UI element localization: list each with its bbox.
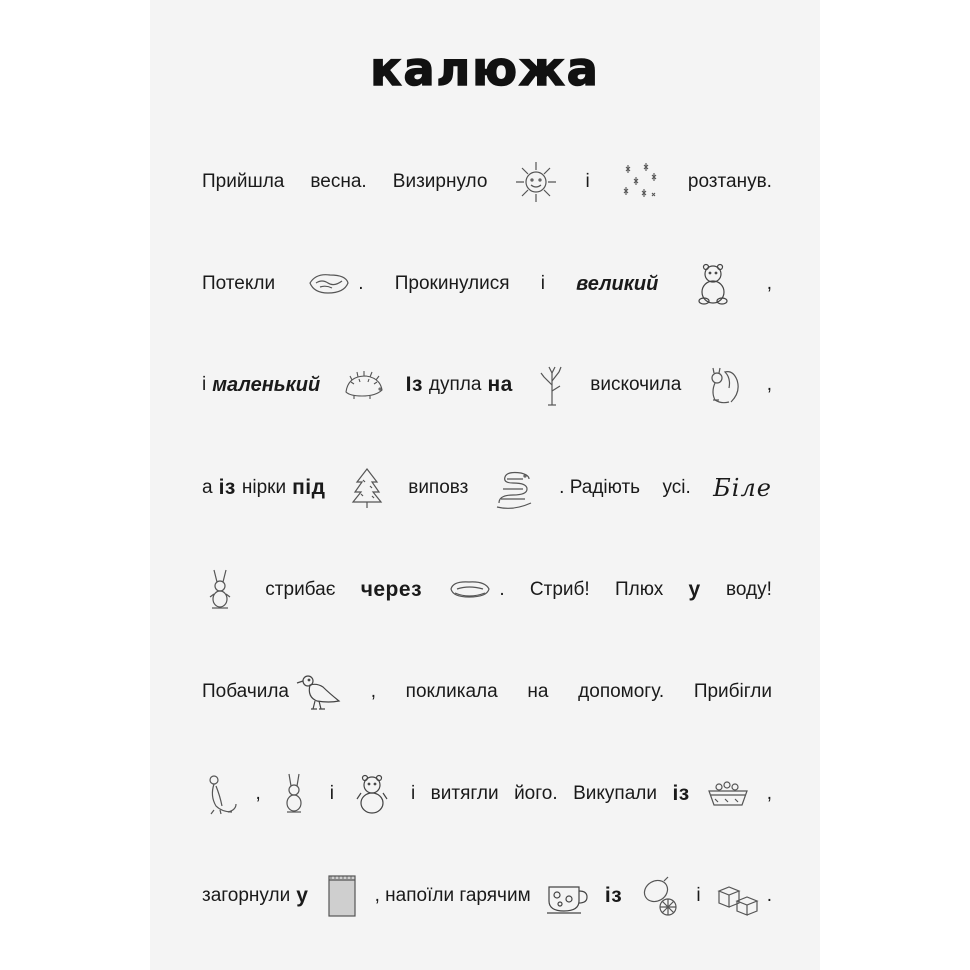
sugar-cubes-icon <box>715 873 761 919</box>
towel-icon <box>323 874 361 918</box>
word: і <box>410 783 416 804</box>
word: воду! <box>726 579 772 600</box>
hedgehog-icon <box>340 362 386 408</box>
word: стрибає <box>265 579 336 600</box>
word: , напоїли гарячим <box>374 885 531 906</box>
word: загорнули <box>202 885 291 906</box>
word: Потекли <box>202 273 276 294</box>
word: . <box>358 273 364 294</box>
tree-icon <box>533 363 571 407</box>
word: і <box>202 374 207 395</box>
lemon-icon <box>636 873 682 919</box>
word: покликала <box>405 681 498 702</box>
word: . <box>766 885 772 906</box>
word: , <box>255 783 261 804</box>
text-line-8 <box>202 866 772 926</box>
basin-icon <box>705 771 751 817</box>
sun-icon <box>513 159 559 205</box>
word-bold: у <box>688 578 701 601</box>
word-emphasis: маленький <box>212 373 321 396</box>
word: витягли <box>430 783 499 804</box>
word-bold: через <box>360 578 423 601</box>
crow-icon <box>295 669 341 715</box>
word: , <box>766 374 772 395</box>
word: і <box>585 171 590 192</box>
word-bold: Із <box>405 373 423 396</box>
word: і <box>696 885 701 906</box>
word: Плюх <box>614 579 664 600</box>
word: весна. <box>310 171 367 192</box>
bear-icon <box>690 261 736 307</box>
word: Прокинулися <box>394 273 510 294</box>
word-bold: із <box>218 476 236 499</box>
word-bold: на <box>487 373 513 396</box>
word: , <box>766 273 772 294</box>
word: нірки <box>241 477 287 498</box>
word: Викупали <box>573 783 657 804</box>
bunny-icon <box>276 772 314 816</box>
text-line-5 <box>202 560 772 620</box>
word: Прийшла <box>202 171 285 192</box>
stream-icon <box>306 261 352 307</box>
page-title: калюжа <box>370 42 600 96</box>
word: Стриб! <box>529 579 590 600</box>
word-bold: із <box>604 884 623 907</box>
word: усі. <box>662 477 691 498</box>
squirrel-icon <box>701 362 747 408</box>
word: допомогу. <box>578 681 665 702</box>
word: , <box>370 681 376 702</box>
text-line-7 <box>202 764 772 824</box>
word: а <box>202 477 213 498</box>
hare-icon <box>202 568 240 612</box>
text-line-1 <box>202 152 772 212</box>
word-bold: у <box>296 884 309 907</box>
weasel-icon <box>202 772 240 816</box>
text-line-3 <box>202 355 772 415</box>
word-emphasis: великий <box>576 272 659 295</box>
word: . Радіють <box>559 477 641 498</box>
word-handwritten: Біле <box>713 474 772 502</box>
word: і <box>329 783 334 804</box>
cup-icon <box>545 873 591 919</box>
text-line-6 <box>202 662 772 722</box>
text-line-2 <box>202 254 772 314</box>
word: Визирнуло <box>392 171 488 192</box>
word: Побачила <box>202 681 289 702</box>
worksheet-page <box>150 0 820 970</box>
word: його. <box>514 783 558 804</box>
snowflakes-icon <box>616 159 662 205</box>
word-bold: із <box>672 782 690 805</box>
fir-tree-icon <box>348 466 386 510</box>
word: і <box>540 273 545 294</box>
puddle-icon <box>447 567 493 613</box>
word: виповз <box>408 477 469 498</box>
text-line-4 <box>202 458 772 518</box>
word: дупла <box>428 374 482 395</box>
word: . <box>499 579 505 600</box>
word: розтанув. <box>687 171 772 192</box>
word: , <box>766 783 772 804</box>
word: на <box>527 681 549 702</box>
snake-icon <box>491 465 537 511</box>
bear-cub-icon <box>349 771 395 817</box>
word: вискочила <box>590 374 682 395</box>
word-bold: під <box>292 476 326 499</box>
word: Прибігли <box>693 681 772 702</box>
